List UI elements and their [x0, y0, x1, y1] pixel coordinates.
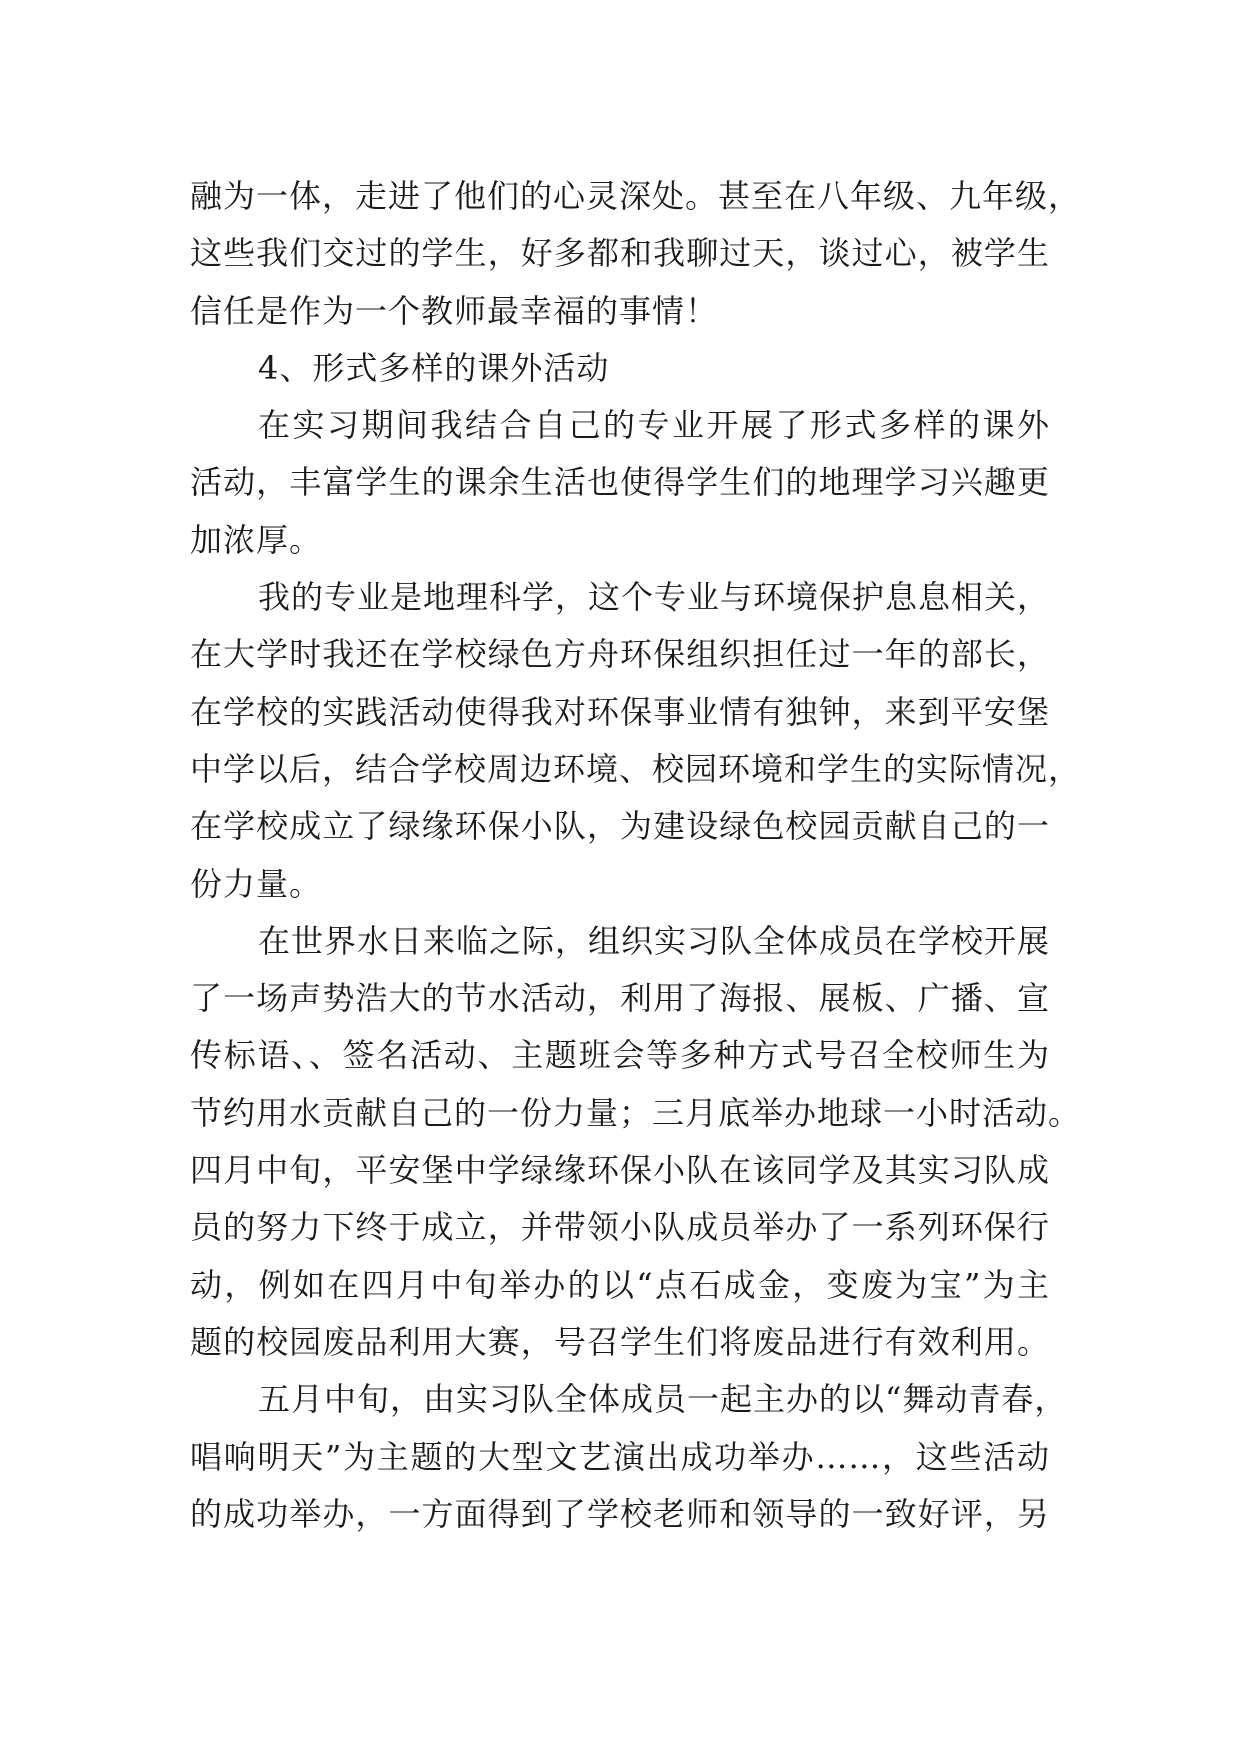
text-line: 融为一体，走进了他们的心灵深处。甚至在八年级、九年级， — [190, 177, 1082, 215]
text-line: 信任是作为一个教师最幸福的事情！ — [190, 291, 719, 330]
text-line: 加浓厚。 — [190, 520, 323, 559]
text-line: 活动，丰富学生的课余生活也使得学生们的地理学习兴趣更 — [190, 463, 1050, 502]
text-line: 在学校成立了绿缘环保小队，为建设绿色校园贡献自己的一 — [190, 807, 1050, 846]
text-line: 节约用水贡献自己的一份力量；三月底举办地球一小时活动。 — [190, 1093, 1082, 1132]
text-line: 在世界水日来临之际，组织实习队全体成员在学校开展 — [258, 921, 1051, 960]
text-line: 员的努力下终于成立，并带领小队成员举办了一系列环保行 — [190, 1208, 1050, 1247]
text-line: 的成功举办，一方面得到了学校老师和领导的一致好评，另 — [190, 1494, 1050, 1533]
text-line: 在实习期间我结合自己的专业开展了形式多样的课外 — [258, 406, 1050, 445]
section-heading: 4、形式多样的课外活动 — [258, 348, 610, 387]
text-line: 了一场声势浩大的节水活动，利用了海报、展板、广播、宣 — [190, 979, 1050, 1018]
text-line: 传标语、、签名活动、主题班会等多种方式号召全校师生为 — [190, 1036, 1050, 1075]
text-line: 这些我们交过的学生，好多都和我聊过天，谈过心，被学生 — [190, 234, 1050, 273]
text-line: 唱响明天”为主题的大型文艺演出成功举办……，这些活动 — [190, 1437, 1050, 1476]
text-line: 四月中旬，平安堡中学绿缘环保小队在该同学及其实习队成 — [190, 1151, 1050, 1190]
text-line: 在学校的实践活动使得我对环保事业情有独钟，来到平安堡 — [190, 692, 1050, 731]
text-line: 题的校园废品利用大赛，号召学生们将废品进行有效利用。 — [190, 1322, 1050, 1361]
text-line: 份力量。 — [190, 864, 323, 903]
text-line: 在大学时我还在学校绿色方舟环保组织担任过一年的部长， — [190, 635, 1050, 674]
body-text — [190, 168, 1082, 1543]
text-line: 动，例如在四月中旬举办的以“点石成金，变废为宝”为主 — [190, 1265, 1050, 1304]
text-line: 我的专业是地理科学，这个专业与环境保护息息相关， — [258, 578, 1051, 617]
text-line: 五月中旬，由实习队全体成员一起主办的以“舞动青春， — [258, 1380, 1068, 1419]
text-line: 中学以后，结合学校周边环境、校园环境和学生的实际情况， — [190, 749, 1082, 788]
